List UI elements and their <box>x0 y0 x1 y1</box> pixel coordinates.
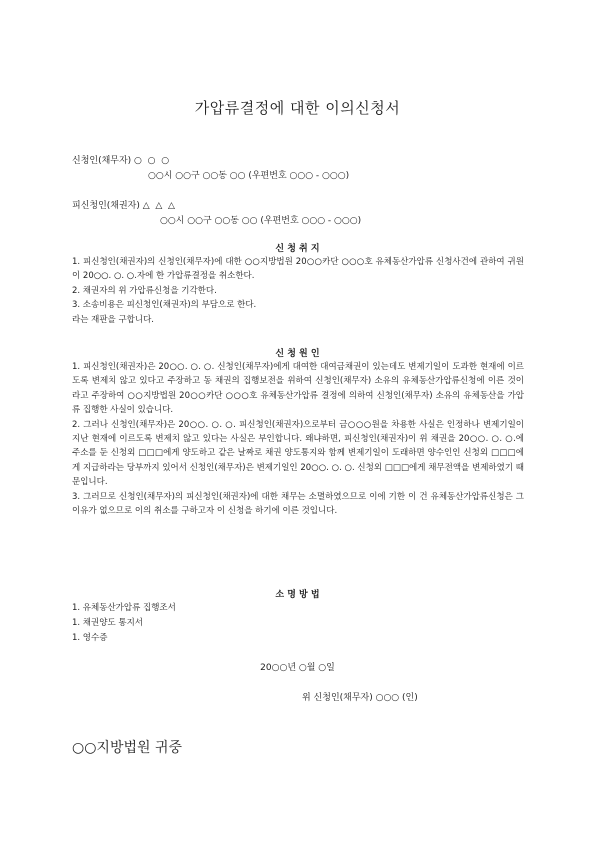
purpose-heading: 신 청 취 지 <box>275 244 320 254</box>
applicant-name: 신청인(채무자) ○ ○ ○ <box>72 156 170 166</box>
evidence-heading: 소 명 방 법 <box>275 590 320 600</box>
reason-item: 2. 그러나 신청인(채무자)은 20○○. ○. ○. 피신청인(채권자)으로부터 금○○○원을 차용한 사실은 인정하나 변제기일이 지난 현재에 이르도록 변제치 않고 있다는 사실은 부인합니다. 왜냐하면, 피신청인(채권자)이 위 채권을 20○○. ○. ○.에 주소를 둔 신청외 □□□에게 양도하고 같은 날짜로 채권 양도통지와 함께 변제기일이 도래하면 양수인인 신청외 □□□에게 지급하라는 당부까지 있어서 신청인(채무자)은 변제기일인 20○○. ○. ○. 신청외 □□□에게 채무전액을 변제하였기 때문입니다. <box>72 419 524 488</box>
signature-line: 위 신청인(채무자) ○○○ (인) <box>302 693 418 703</box>
evidence-list <box>72 601 176 646</box>
reasons-section <box>72 360 524 518</box>
evidence-item: 1. 채권양도 통지서 <box>72 618 143 628</box>
purpose-section <box>72 255 524 327</box>
applicant-address: ○○시 ○○구 ○○동 ○○ (우편번호 ○○○ - ○○○) <box>148 171 350 181</box>
reason-item: 1. 피신청인(채권자)은 20○○. ○. ○. 신청인(채무자)에게 대여한 대여금채권이 있는데도 변제기일이 도과한 현재에 이르도록 변제치 않고 있다고 주장하고 동 채권의 집행보전을 위하여 신청인(채무자) 소유의 유체동산가압류신청에 이른 것이라고 주장하여 ○○지방법원 20○○카단 ○○○호 유체동산가압류 결정에 의하여 신청인(채무자) 소유의 유체동산을 가압류 집행한 사실이 있습니다. <box>72 362 524 416</box>
purpose-item: 2. 채권자의 위 가압류신청을 기각한다. <box>72 285 217 296</box>
respondent-address: ○○시 ○○구 ○○동 ○○ (우편번호 ○○○ - ○○○) <box>160 216 362 226</box>
court-addressee: ○○지방법원 귀중 <box>72 740 183 756</box>
reason-item: 3. 그러므로 신청인(채무자)의 피신청인(채권자)에 대한 채무는 소멸하였으므로 이에 기한 이 건 유체동산가압류신청은 그 이유가 없으므로 이의 취소를 구하고자 이 신청을 하기에 이른 것입니다. <box>72 491 524 517</box>
evidence-item: 1. 유체동산가압류 집행조서 <box>72 603 176 613</box>
purpose-item: 라는 재판을 구합니다. <box>72 314 155 325</box>
document-title: 가압류결정에 대한 이의신청서 <box>194 99 401 117</box>
purpose-item: 1. 피신청인(채권자)의 신청인(채무자)에 대한 ○○지방법원 20○○카단 ○○○호 유체동산가압류 신청사건에 관하여 귀원이 20○○. ○. ○.자에 한 가압류결정을 취소한다. <box>72 257 524 282</box>
evidence-item: 1. 영수증 <box>72 633 108 643</box>
filing-date: 20○○년 ○월 ○일 <box>260 663 335 673</box>
reasons-heading: 신 청 원 인 <box>275 349 320 359</box>
respondent-name: 피신청인(채권자) △ △ △ <box>72 201 175 211</box>
purpose-item: 3. 소송비용은 피신청인(채권자)의 부담으로 한다. <box>72 300 257 311</box>
